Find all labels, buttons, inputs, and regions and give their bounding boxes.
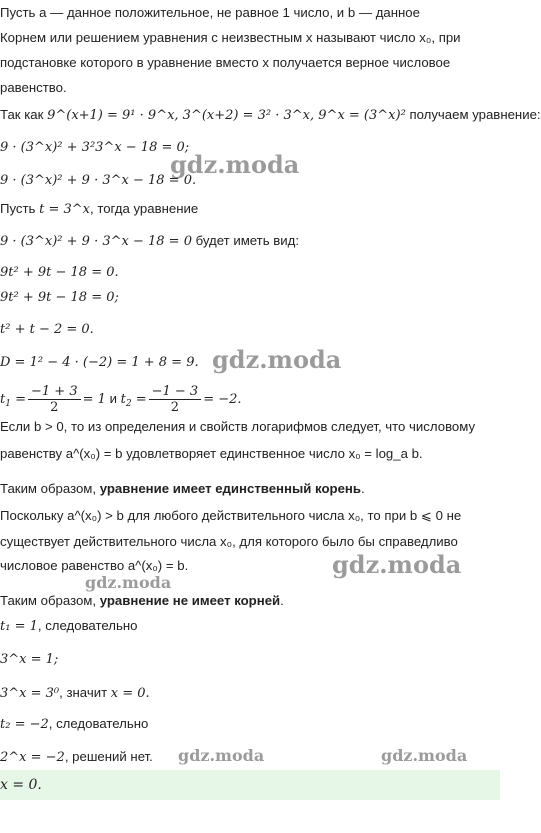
watermark: gdz.moda bbox=[178, 746, 265, 765]
case-1-suffix: , следовательно bbox=[37, 618, 138, 633]
substitution-prefix: Пусть bbox=[0, 201, 36, 216]
roots-conjunction: и bbox=[109, 391, 117, 406]
case-1-equation-b bbox=[0, 684, 150, 703]
substitution-equation-suffix: будет иметь вид: bbox=[195, 233, 299, 248]
conclusion-2: Таким образом, уравнение не имеет корней. bbox=[0, 593, 284, 608]
substitution-equation-line bbox=[0, 232, 299, 251]
equation-2: 9 · (3^x)² + 9 · 3^x − 18 = 0. bbox=[0, 173, 197, 188]
case-1-eq-b-tail: x = 0. bbox=[110, 686, 150, 701]
theory-line-3: Поскольку a^(x₀) > b для любого действительного числа x₀, то при b ⩽ 0 не bbox=[0, 508, 462, 523]
case-1-formula: t₁ = 1 bbox=[0, 619, 38, 634]
intro-line-3: подстановке которого в уравнение вместо x получается верное числовое bbox=[0, 55, 451, 70]
case-1-eq-b-mid: , значит bbox=[59, 685, 108, 700]
intro-line-2: Корнем или решением уравнения с неизвестным x называют число x₀, при bbox=[0, 30, 461, 45]
transform-line bbox=[0, 106, 541, 125]
case-2-suffix: , следовательно bbox=[48, 716, 149, 731]
watermark: gdz.moda bbox=[212, 345, 342, 374]
substitution-suffix: , тогда уравнение bbox=[90, 201, 199, 216]
case-1 bbox=[0, 617, 137, 636]
root-2-fraction: $\frac{-1 - 3}{2}$ bbox=[149, 384, 202, 415]
watermark: gdz.moda bbox=[332, 550, 462, 579]
quadratic-1: 9t² + 9t − 18 = 0. bbox=[0, 265, 119, 280]
intro-line-4: равенство. bbox=[0, 80, 67, 95]
watermark: gdz.moda bbox=[85, 573, 172, 592]
answer-highlight bbox=[0, 770, 500, 800]
transform-suffix: получаем уравнение: bbox=[409, 107, 541, 122]
substitution-line bbox=[0, 200, 198, 219]
transform-formula: 9^(x+1) = 9¹ · 9^x, 3^(x+2) = 3² · 3^x, 9^x = (3^x)² bbox=[47, 108, 406, 123]
case-2-formula: t₂ = −2 bbox=[0, 717, 49, 732]
conclusion-1: Таким образом, уравнение имеет единственный корень. bbox=[0, 481, 365, 496]
root-2-lhs: $t_2$ = bbox=[120, 392, 147, 409]
substitution-formula: t = 3^x bbox=[39, 202, 90, 217]
conclusion-1-bold: уравнение имеет единственный корень bbox=[99, 481, 361, 496]
case-2-eq: 2^x = −2 bbox=[0, 750, 65, 765]
root-1-fraction: $\frac{-1 + 3}{2}$ bbox=[28, 384, 81, 415]
quadratic-3: t² + t − 2 = 0. bbox=[0, 322, 94, 337]
transform-prefix: Так как bbox=[0, 107, 44, 122]
theory-line-5: числовое равенство a^(x₀) = b. bbox=[0, 558, 189, 573]
root-1-lhs: $t_1$ = bbox=[0, 392, 26, 409]
case-1-eq-b: 3^x = 3⁰ bbox=[0, 686, 60, 701]
theory-line-1: Если b > 0, то из определения и свойств логарифмов следует, что числовому bbox=[0, 419, 476, 434]
case-2 bbox=[0, 715, 148, 734]
conclusion-1-prefix: Таким образом, bbox=[0, 481, 97, 496]
root-2-value: = −2. bbox=[203, 392, 242, 407]
quadratic-2: 9t² + 9t − 18 = 0; bbox=[0, 290, 119, 305]
watermark: gdz.moda bbox=[170, 150, 300, 179]
watermark: gdz.moda bbox=[381, 746, 468, 765]
root-1-value: = 1 bbox=[82, 392, 106, 407]
equation-1: 9 · (3^x)² + 3²3^x − 18 = 0; bbox=[0, 140, 190, 155]
intro-line-1: Пусть a — данное положительное, не равное 1 число, и b — данное bbox=[0, 5, 420, 20]
case-1-equation-a: 3^x = 1; bbox=[0, 652, 59, 667]
conclusion-2-bold: уравнение не имеет корней bbox=[99, 593, 281, 608]
discriminant: D = 1² − 4 · (−2) = 1 + 8 = 9. bbox=[0, 355, 199, 370]
case-2-eq-suffix: , решений нет. bbox=[64, 749, 153, 764]
final-answer: x = 0. bbox=[0, 777, 42, 793]
substitution-equation: 9 · (3^x)² + 9 · 3^x − 18 = 0 bbox=[0, 234, 192, 249]
conclusion-2-prefix: Таким образом, bbox=[0, 593, 97, 608]
theory-line-4: существует действительного числа x₀, для которого было бы справедливо bbox=[0, 534, 458, 549]
roots-line bbox=[0, 383, 242, 416]
theory-line-2: равенству a^(x₀) = b удовлетворяет единственное число x₀ = log_a b. bbox=[0, 446, 423, 461]
case-2-equation bbox=[0, 748, 153, 767]
